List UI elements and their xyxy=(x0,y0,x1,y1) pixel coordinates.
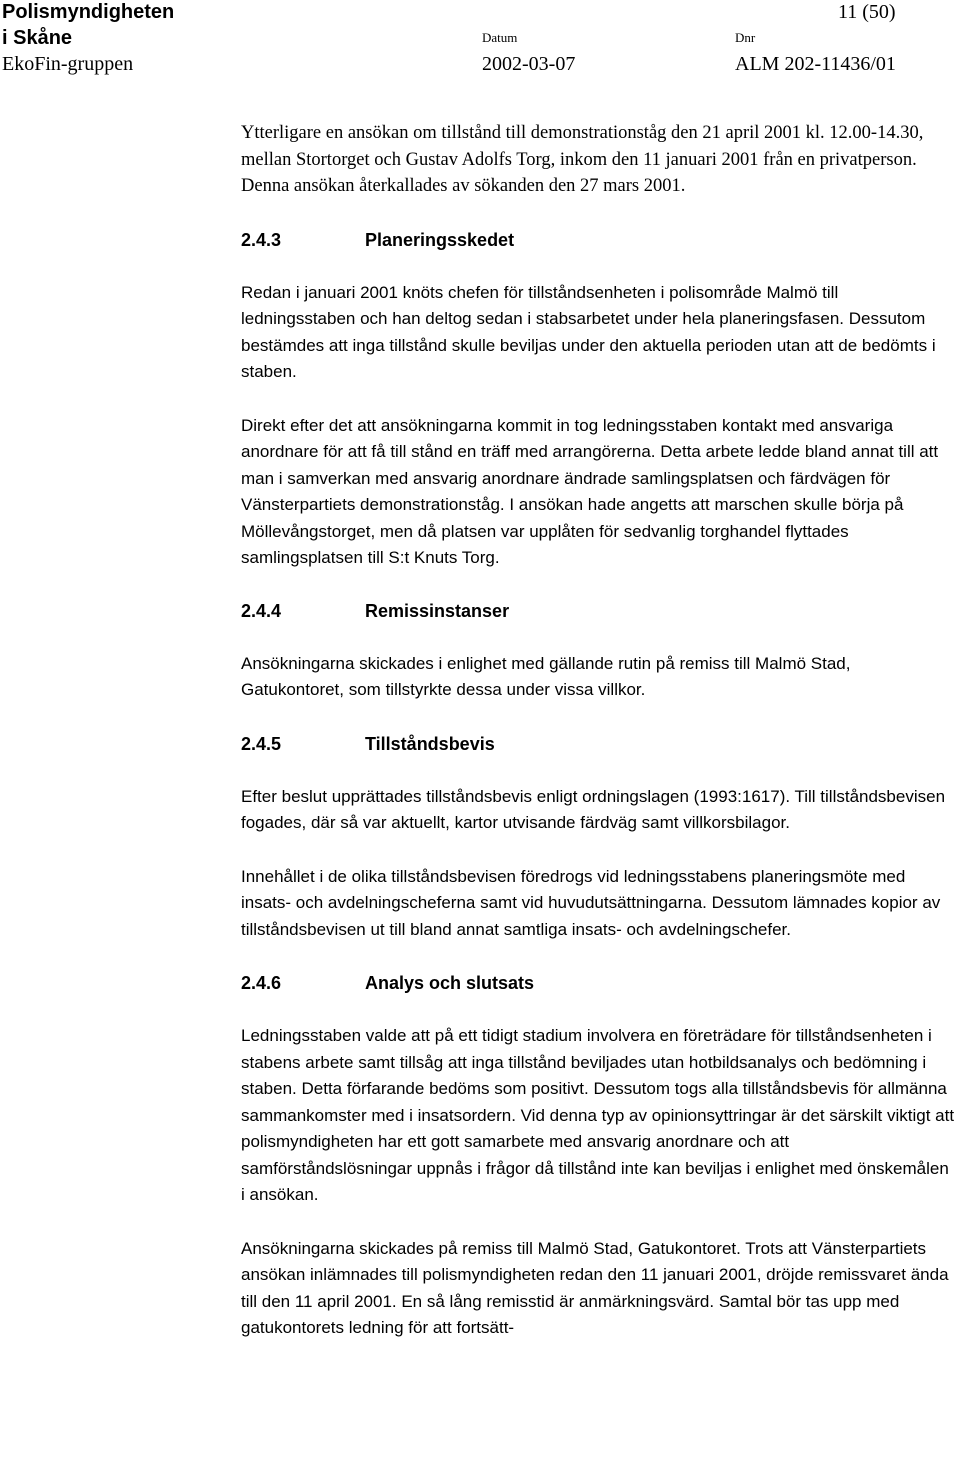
section-title: Tillståndsbevis xyxy=(365,733,495,754)
dnr-label: Dnr xyxy=(735,30,756,45)
paragraph: Direkt efter det att ansökningarna kommit in tog ledningsstaben kontakt med ansvariga anordnare för att få till stånd en träff med arrangörerna. Detta arbete ledde bland annat till att man i samverkan med ansvarig anordnare ändrade samlingsplatsen och färdvägen för Vänsterpartiets demonstrationståg. I ansökan hade angetts att marschen skulle börja på Möllevångstorget, men då platsen var upplåten för sedvanlig torghandel flyttades samlingsplatsen till S:t Knuts Torg. xyxy=(241,415,939,567)
organization-region: i Skåne xyxy=(2,27,73,49)
section-title: Remissinstanser xyxy=(365,600,510,621)
page-number: 11 (50) xyxy=(838,1,896,23)
paragraph: Redan i januari 2001 knöts chefen för tillståndsenheten i polisområde Malmö till ledningsstaben och han deltog sedan i stabsarbetet under hela planeringsfasen. Dessutom bestämdes att inga tillstånd skulle beviljas under den aktuella perioden utan att de bedömts i staben. xyxy=(241,282,936,381)
section-heading xyxy=(241,227,957,253)
section-number: 2.4.3 xyxy=(241,229,282,250)
paragraph: Ansökningarna skickades i enlighet med gällande rutin på remiss till Malmö Stad, Gatukontoret, som tillstyrkte dessa under vissa villkor. xyxy=(241,653,851,699)
document-header xyxy=(0,0,960,80)
dnr-value: ALM 202-11436/01 xyxy=(735,53,896,75)
paragraph: Ledningsstaben valde att på ett tidigt stadium involvera en företrädare för tillståndsenheten i stabens arbete samt tillsåg att inga tillstånd beviljades utan hotbildsanalys och bedömning i staben. Detta förfarande bedöms som positivt. Dessutom togs alla tillståndsbevis för allmänna sammankomster med i insatsordern. Vid denna typ av opinionsyttringar är det särskilt viktigt att polismyndigheten har ett gott samarbete med ansvarig anordnare och att samförståndslösningar uppnås i frågor då tillstånd inte kan beviljas i enlighet med önskemålen i ansökan. xyxy=(241,1026,955,1204)
section-number: 2.4.4 xyxy=(241,600,282,621)
section-number: 2.4.6 xyxy=(241,973,282,993)
paragraph: Innehållet i de olika tillståndsbevisen föredrogs vid ledningsstabens planeringsmöte med insats- och avdelningscheferna samt vid huvudutsättningarna. Dessutom lämnades kopior av tillståndsbevisen ut till bland annat samtliga insats- och avdelningschefer. xyxy=(241,866,941,939)
section-heading xyxy=(241,970,957,996)
document-body xyxy=(241,120,957,1342)
section-number: 2.4.5 xyxy=(241,733,282,754)
section-heading xyxy=(241,598,957,624)
group-name: EkoFin-gruppen xyxy=(2,53,134,75)
date-label: Datum xyxy=(482,30,518,45)
organization-name: Polismyndigheten xyxy=(2,1,175,23)
section-title: Analys och slutsats xyxy=(365,973,535,993)
intro-paragraph: Ytterligare en ansökan om tillstånd till demonstrationståg den 21 april 2001 kl. 12.00-14.30, mellan Stortorget och Gustav Adolfs Torg, inkom den 11 januari 2001 från en privatperson. Denna ansökan återkallades av sökanden den 27 mars 2001. xyxy=(241,123,924,196)
paragraph: Efter beslut upprättades tillståndsbevis enligt ordningslagen (1993:1617). Till tillståndsbevisen fogades, där så var aktuellt, kartor utvisande färdväg samt villkorsbilagor. xyxy=(241,786,946,832)
section-heading xyxy=(241,731,957,757)
date-value: 2002-03-07 xyxy=(482,53,576,75)
paragraph: Ansökningarna skickades på remiss till Malmö Stad, Gatukontoret. Trots att Vänsterpartiets ansökan inlämnades till polismyndigheten redan den 11 januari 2001, dröjde remissvaret ända till den 11 april 2001. En så lång remisstid är anmärkningsvärd. Samtal bör tas upp med gatukontorets ledning för att fortsätt- xyxy=(241,1238,949,1337)
section-title: Planeringsskedet xyxy=(365,229,515,250)
